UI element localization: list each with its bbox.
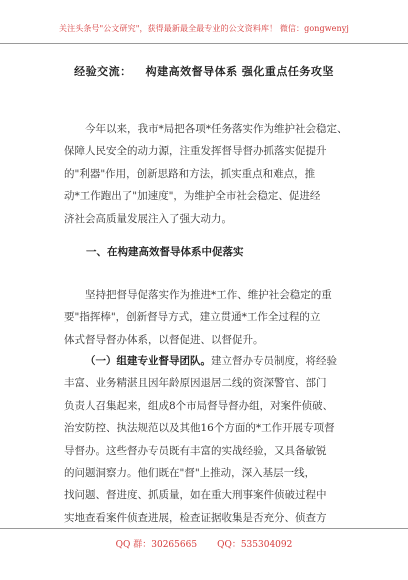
title-main: 构建高效督导体系 强化重点任务攻坚 [145,65,334,78]
subsection-line: 找问题、督进度、抓质量，如在重大刑事案件侦破过程中 [64,489,327,502]
section-heading: 一、在构建高效督导体系中促落实 [86,246,244,258]
subsection-line: 丰富、业务精湛且因年龄原因退居二线的资深警官、部门 [64,377,327,390]
intro-line: 济社会高质量发展注入了强大动力。 [64,212,232,225]
page-header [0,0,408,44]
section-paragraph [64,284,364,351]
subsection-line: 的问题洞察力。他们既在"督"上推动，深入基层一线， [64,467,316,480]
section-line: 体式督导督办体系，以督促进、以督促升。 [64,333,264,346]
subsection-first-line [64,350,364,372]
intro-line: 今年以来，我市*局把各项*任务落实作为维护社会稳定、 [85,123,348,135]
intro-line: 的"利器"作用，创新思路和方法，抓实重点和难点，推 [64,167,316,180]
section-line: 要"指挥棒"，创新督导方式，建立贯通*工作全过程的立 [64,311,321,324]
subsection-line: 治安防控、执法规范以及其他16个方面的*工作开展专项督 [64,422,335,435]
intro-paragraph [64,118,364,230]
intro-line: 动*工作跑出了"加速度"，为维护全市社会稳定、促进经 [64,190,321,203]
subsection-line: 实地查看案件侦查进展，检查证据收集是否充分、侦查方 [64,511,327,524]
qq-group-text: QQ 群：30265665 [115,540,198,550]
header-promo-text: 关注头条号"公文研究"，获得最新最全最专业的公文资料库！ 微信：gongwenyj [59,24,349,33]
section-line: 坚持把督导促落实作为推进*工作、维护社会稳定的重 [85,289,332,301]
subsection-paragraph [64,350,364,529]
subsection-label: （一）组建专业督导团队。 [85,355,211,367]
qq-text: QQ：535304092 [217,540,293,550]
subsection-first-text: 建立督办专员制度，将经验 [211,355,337,367]
subsection-line: 负责人召集起来，组成8个市局督导督办组，对案件侦破、 [64,399,334,412]
footer-contact [0,537,408,550]
document-title [0,63,408,79]
title-prefix: 经验交流： [74,65,132,78]
page-footer [0,528,408,580]
intro-line: 保障人民安全的动力源，注重发挥督导督办抓落实促提升 [64,145,327,158]
subsection-line: 导督办。这些督办专员既有丰富的实战经验，又具备敏锐 [64,444,327,457]
